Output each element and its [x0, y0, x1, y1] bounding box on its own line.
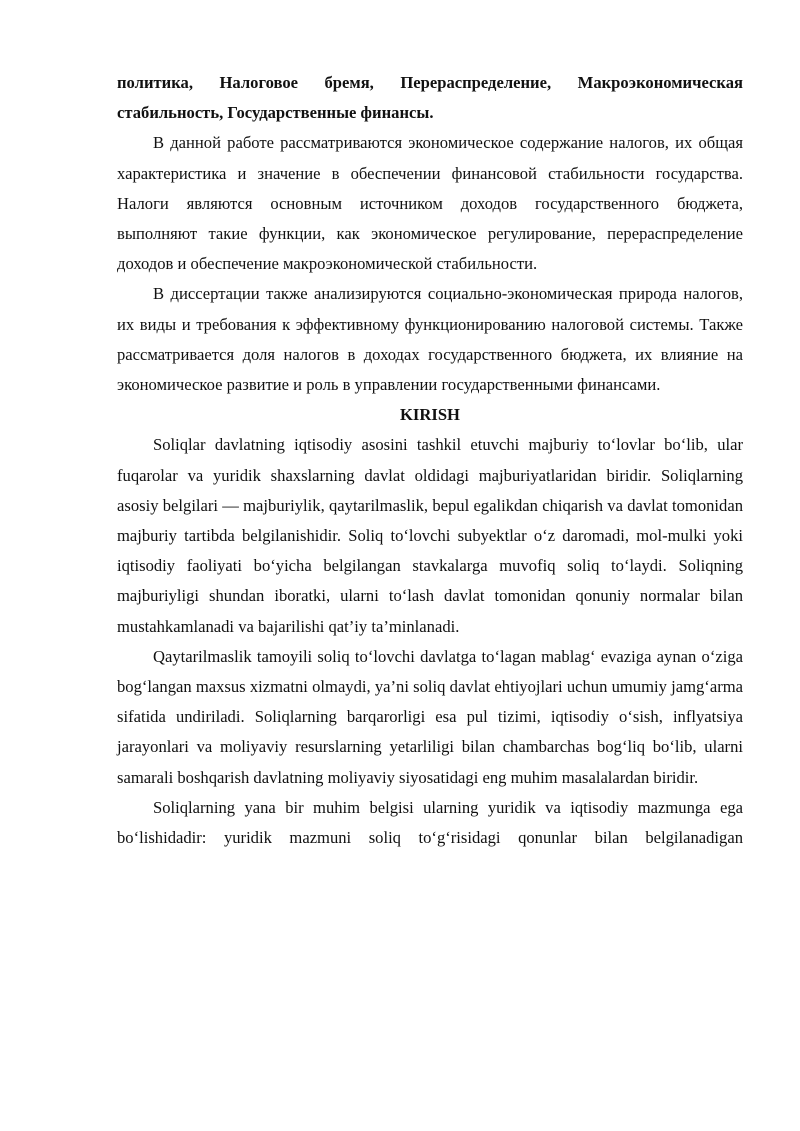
body-paragraph-3: Soliqlarning yana bir muhim belgisi ularning yuridik va iqtisodiy mazmunga ega bo‘lishidadir: yuridik mazmuni soliq to‘g‘risidagi qonunlar bilan belgilanadigan [117, 797, 743, 848]
section-heading: KIRISH [400, 405, 460, 425]
keywords-continuation: политика, Налоговое бремя, Перераспределение, Макроэкономическая стабильность, Государственные финансы. [117, 73, 743, 123]
body-paragraph-1: Soliqlar davlatning iqtisodiy asosini tashkil etuvchi majburiy to‘lovlar bo‘lib, ular fuqarolar va yuridik shaxslarning davlat oldidagi majburiyatlaridan biridir. Soliqlarning asosiy belgilari — majburiylik, qaytarilmaslik, bepul egalikdan chiqarish va davlat tomonidan majburiy tartibda belgilanishidir. Soliq to‘lovchi subyektlar o‘z daromadi, mol-mulki yoki iqtisodiy faoliyati bo‘yicha belgilangan stavkalarga muvofiq soliq to‘laydi. Soliqning majburiyligi shundan iboratki, ularni to‘lash davlat tomonidan qonuniy normalar bilan mustahkamlanadi va bajarilishi qat’iy ta’minlanadi. [117, 435, 743, 636]
body-paragraph-2: Qaytarilmaslik tamoyili soliq to‘lovchi davlatga to‘lagan mablag‘ evaziga aynan o‘ziga bog‘langan maxsus xizmatni olmaydi, ya’ni soliq davlat ehtiyojlari uchun umumiy jamg‘arma sifatida undiriladi. Soliqlarning barqarorligi esa pul tizimi, iqtisodiy o‘sish, inflyatsiya jarayonlari va moliyaviy resurslarning yetarliligi bilan chambarchas bog‘liq bo‘lib, ularni samarali boshqarish davlatning moliyaviy siyosatidagi eng muhim masalalardan biridir. [117, 646, 743, 787]
document-page [117, 68, 743, 853]
abstract-paragraph-1: В данной работе рассматриваются экономическое содержание налогов, их общая характеристика и значение в обеспечении финансовой стабильности государства. Налоги являются основным источником доходов государственного бюджета, выполняют такие функции, как экономическое регулирование, перераспределение доходов и обеспечение макроэкономической стабильности. [117, 133, 743, 274]
abstract-paragraph-2: В диссертации также анализируются социально-экономическая природа налогов, их виды и требования к эффективному функционированию налоговой системы. Также рассматривается доля налогов в доходах государственного бюджета, их влияние на экономическое развитие и роль в управлении государственными финансами. [117, 284, 743, 395]
